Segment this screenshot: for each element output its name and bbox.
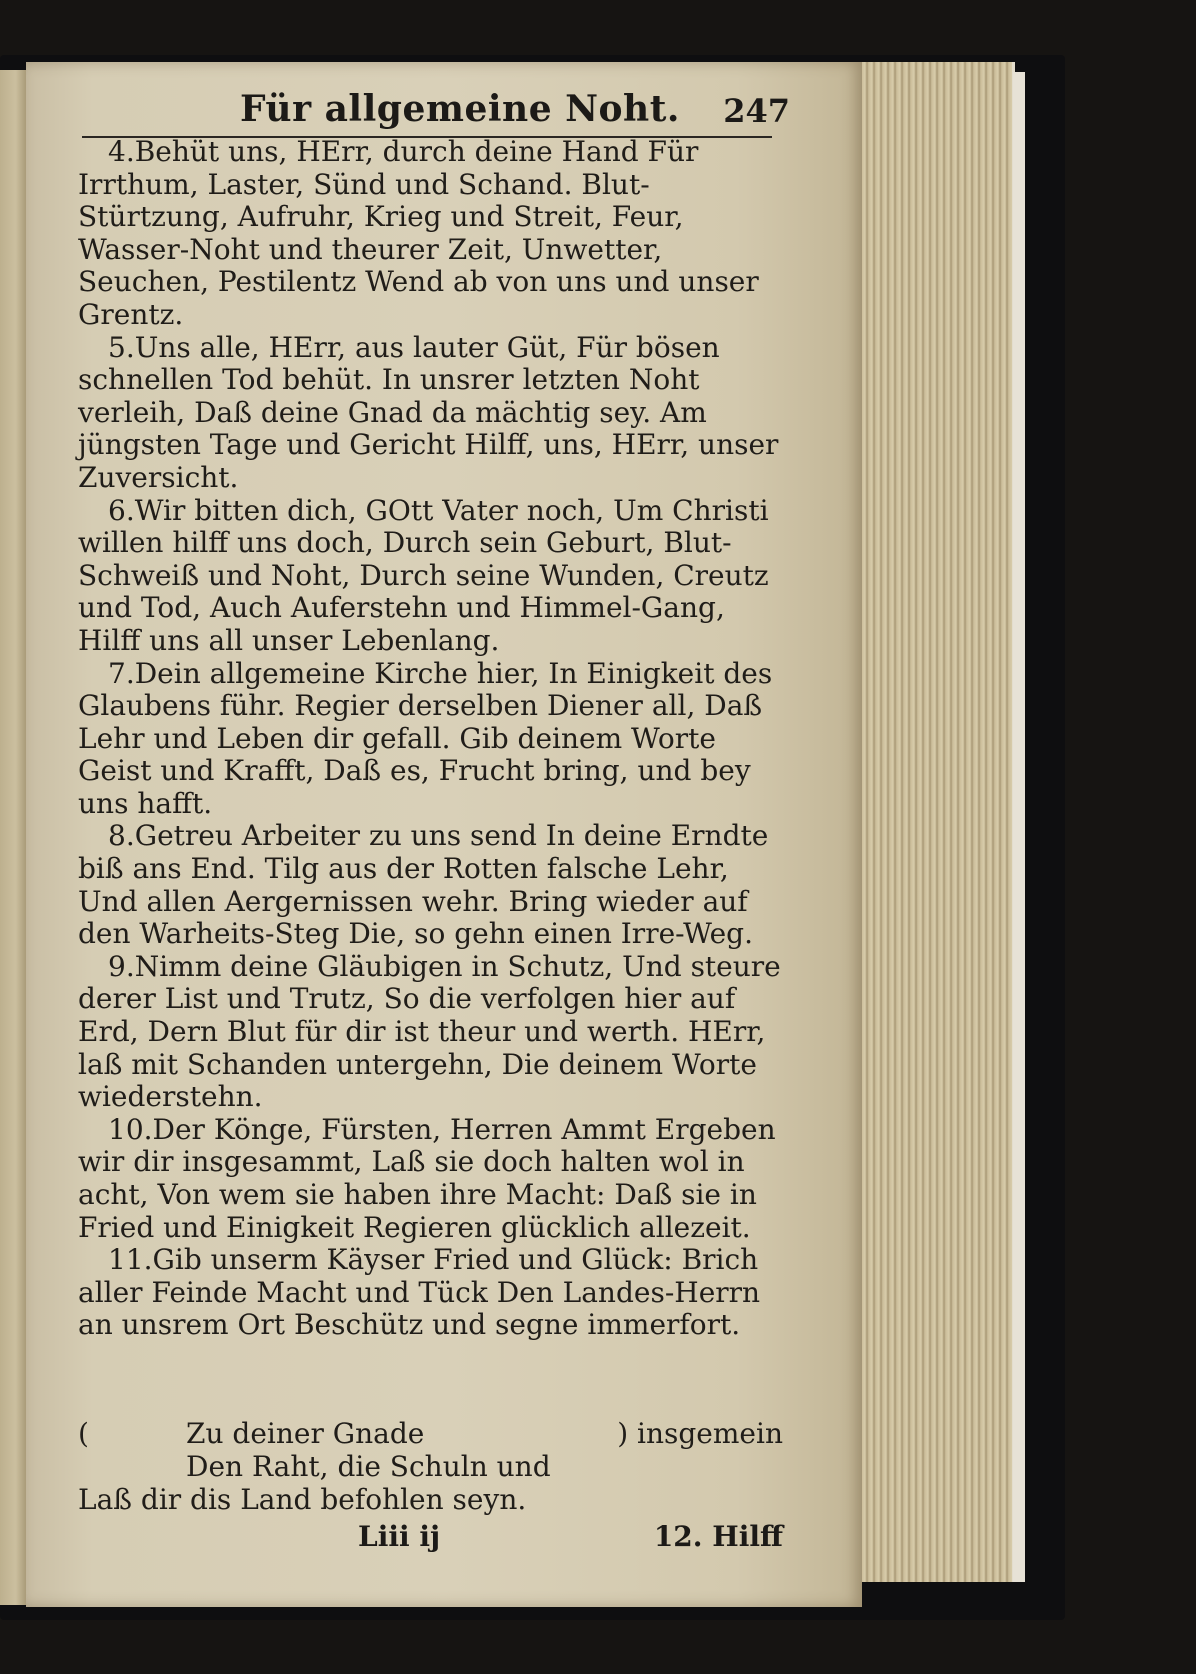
verse-body: Gib unserm Käyser Fried und Glück: Brich aller Feinde Macht und Tück Den Landes-Herrn an unsrem Ort Beschütz und segne immerfort.: [78, 1243, 761, 1342]
bracket-close: ) insgemein: [617, 1417, 783, 1450]
signature-mark: Liii ij: [358, 1520, 441, 1553]
verse-number: 4.: [108, 135, 135, 168]
running-head: Für allgemeine Noht.: [240, 88, 680, 130]
verse-10: [78, 1114, 783, 1244]
verse-9: [78, 951, 783, 1114]
bracket-last-line: Laß dir dis Land befohlen seyn.: [78, 1483, 527, 1516]
page-header: [240, 88, 800, 136]
verse-11-bracket: [78, 1418, 783, 1516]
verse-body: Nimm deine Gläubigen in Schutz, Und steure derer List und Trutz, So die verfolgen hier auf Erd, Dern Blut für dir ist theur und werth. HErr, laß mit Schanden untergehn, Die deinem Worte wiederstehn.: [78, 949, 781, 1114]
verse-number: 7.: [108, 656, 135, 690]
verse-body: Getreu Arbeiter zu uns send In deine Erndte biß ans End. Tilg aus der Rotten falsche Lehr, Und allen Aergernissen wehr. Bring wieder auf den Warheits-Steg Die, so gehn einen Irre-Weg.: [78, 819, 769, 951]
verse-4: [78, 136, 783, 332]
verse-number: 11.: [108, 1243, 153, 1277]
verse-body: Wir bitten dich, GOtt Vater noch, Um Christi willen hilff uns doch, Durch sein Geburt, Blut-Schweiß und Noht, Durch seine Wunden, Creutz und Tod, Auch Auferstehn und Himmel-Gang, Hilff uns all unser Lebenlang.: [78, 493, 769, 657]
verse-number: 5.: [108, 330, 135, 364]
verse-number: 6.: [108, 493, 135, 527]
verse-5: [78, 332, 783, 495]
verse-number: 9.: [108, 949, 135, 983]
page-edge-strip: [1013, 72, 1025, 1582]
verse-number: 8.: [108, 819, 135, 853]
verse-number: 10.: [108, 1112, 153, 1146]
page-edges: [862, 62, 1015, 1582]
bracket-line-a: Zu deiner Gnade: [186, 1417, 425, 1450]
verse-6: [78, 495, 783, 658]
page-number: 247: [723, 92, 790, 130]
verse-11: [78, 1244, 783, 1342]
verse-body: Behüt uns, HErr, durch deine Hand Für Irrthum, Laster, Sünd und Schand. Blut-Stürtzung, Aufruhr, Krieg und Streit, Feur, Wasser-Noht und theurer Zeit, Unwetter, Seuchen, Pestilentz Wend ab von uns und unser Grentz.: [78, 135, 759, 331]
verse-body: Dein allgemeine Kirche hier, In Einigkeit des Glaubens führ. Regier derselben Diener all, Daß Lehr und Leben dir gefall. Gib deinem Worte Geist und Krafft, Daß es, Frucht bring, und bey uns hafft.: [78, 656, 773, 820]
page-footer: [78, 1520, 783, 1560]
verse-8: [78, 820, 783, 950]
verse-7: [78, 658, 783, 821]
verse-body: Der Könge, Fürsten, Herren Ammt Ergeben wir dir insgesammt, Laß sie doch halten wol in acht, Von wem sie haben ihre Macht: Daß sie in Fried und Einigkeit Regieren glücklich allezeit.: [78, 1112, 776, 1244]
bracket-line-b: Den Raht, die Schuln und: [186, 1450, 551, 1483]
facing-page-edge: [0, 70, 26, 1605]
verse-body: Uns alle, HErr, aus lauter Güt, Für bösen schnellen Tod behüt. In unsrer letzten Noht verleih, Daß deine Gnad da mächtig sey. Am jüngsten Tage und Gericht Hilff, uns, HErr, unser Zuversicht.: [78, 330, 779, 494]
catchword: 12. Hilff: [653, 1520, 783, 1553]
bracket-open: (: [78, 1417, 89, 1450]
hymn-text: [78, 136, 783, 1342]
